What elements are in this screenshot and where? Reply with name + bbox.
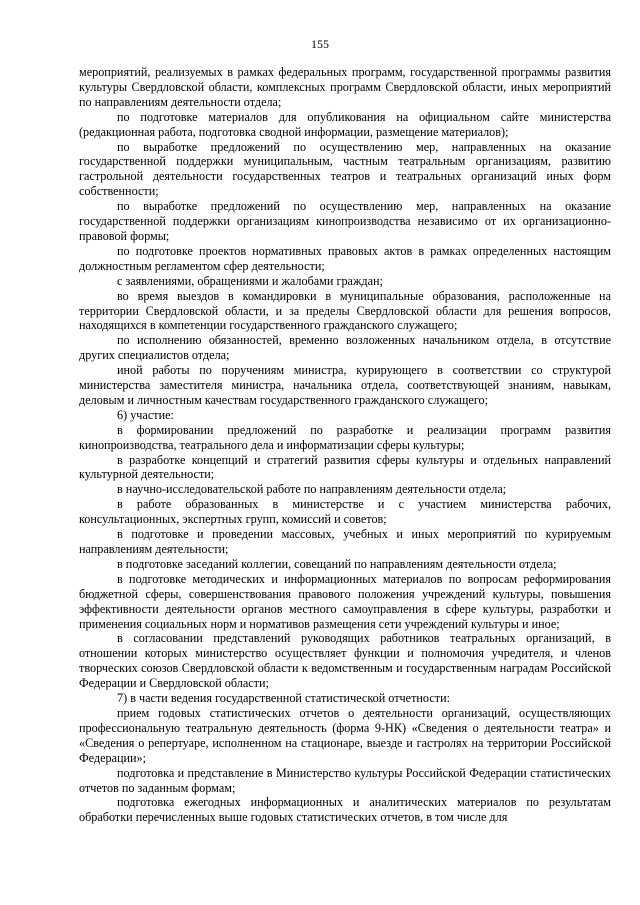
paragraph: по выработке предложений по осуществлению мер, направленных на оказание государственной поддержки организациям кинопроизводства независимо от их организационно-правовой формы;: [79, 199, 611, 243]
document-body: [79, 65, 611, 825]
paragraph: подготовка и представление в Министерство культуры Российской Федерации статистических отчетов по заданным формам;: [79, 765, 611, 795]
page-number: 155: [311, 37, 329, 51]
section-heading: 6) участие:: [117, 407, 174, 422]
paragraph: иной работы по поручениям министра, курирующего в соответствии со структурой министерства заместителя министра, начальника отдела, соответствующей знаниям, навыкам, деловым и личностным качествам государственного гражданского служащего;: [79, 363, 611, 407]
paragraph: по подготовке проектов нормативных правовых актов в рамках определенных настоящим должностным регламентом сфер деятельности;: [79, 243, 611, 273]
paragraph: в подготовке и проведении массовых, учебных и иных мероприятий по курируемым направлениям деятельности;: [79, 527, 611, 556]
section-heading: 7) в части ведения государственной статистической отчетности:: [117, 691, 450, 706]
paragraph: прием годовых статистических отчетов о деятельности организаций, осуществляющих профессиональную театральную деятельность (форма 9-НК) «Сведения о деятельности театра» и «Сведения о репертуаре, исполненном на стационаре, выезде и гастролях на территории Российской Федерации»;: [79, 705, 611, 765]
paragraph: по подготовке материалов для опубликования на официальном сайте министерства (редакционная работа, подготовка сводной информации, размещение материалов);: [79, 109, 611, 139]
paragraph: в формировании предложений по разработке и реализации программ развития кинопроизводства, театрального дела и информатизации сферы культуры;: [79, 422, 611, 452]
paragraph: в согласовании представлений руководящих работников театральных организаций, в отношении которых министерство осуществляет функции и полномочия учредителя, и членов творческих союзов Свердловской области к ведомственным и государственным наградам Российской Федерации и Свердловской области;: [79, 631, 611, 691]
paragraph: с заявлениями, обращениями и жалобами граждан;: [117, 273, 383, 288]
paragraph: в подготовке методических и информационных материалов по вопросам реформирования бюджетной сферы, совершенствования правового положения учреждений культуры, повышения эффективности деятельности органов местного самоуправления в сфере культуры, разработки и применения социальных норм и нормативов размещения сети учреждений культуры и иное;: [79, 571, 611, 631]
paragraph: по исполнению обязанностей, временно возложенных начальником отдела, в отсутствие других специалистов отдела;: [79, 333, 611, 363]
paragraph: в подготовке заседаний коллегии, совещаний по направлениям деятельности отдела;: [117, 556, 557, 571]
paragraph: в разработке концепций и стратегий развития сферы культуры и отдельных направлений культурной деятельности;: [79, 452, 611, 482]
paragraph: по выработке предложений по осуществлению мер, направленных на оказание государственной поддержки муниципальным, частным театральным организациям, развитию гастрольной деятельности государственных театров и театральных организаций иных форм собственности;: [79, 139, 611, 199]
paragraph: мероприятий, реализуемых в рамках федеральных программ, государственной программы развития культуры Свердловской области, комплексных программ Свердловской области, иных мероприятий по направлениям деятельности отдела;: [79, 65, 611, 109]
paragraph: подготовка ежегодных информационных и аналитических материалов по результатам обработки перечисленных выше годовых статистических отчетов, в том числе для: [79, 795, 611, 825]
paragraph: в работе образованных в министерстве и с участием министерства рабочих, консультационных, экспертных групп, комиссий и советов;: [79, 497, 611, 527]
paragraph: в научно-исследовательской работе по направлениям деятельности отдела;: [117, 482, 507, 497]
paragraph: во время выездов в командировки в муниципальные образования, расположенные на территории Свердловской области, и за пределы Свердловской области для решения вопросов, находящихся в компетенции государственного гражданского служащего;: [79, 288, 611, 333]
